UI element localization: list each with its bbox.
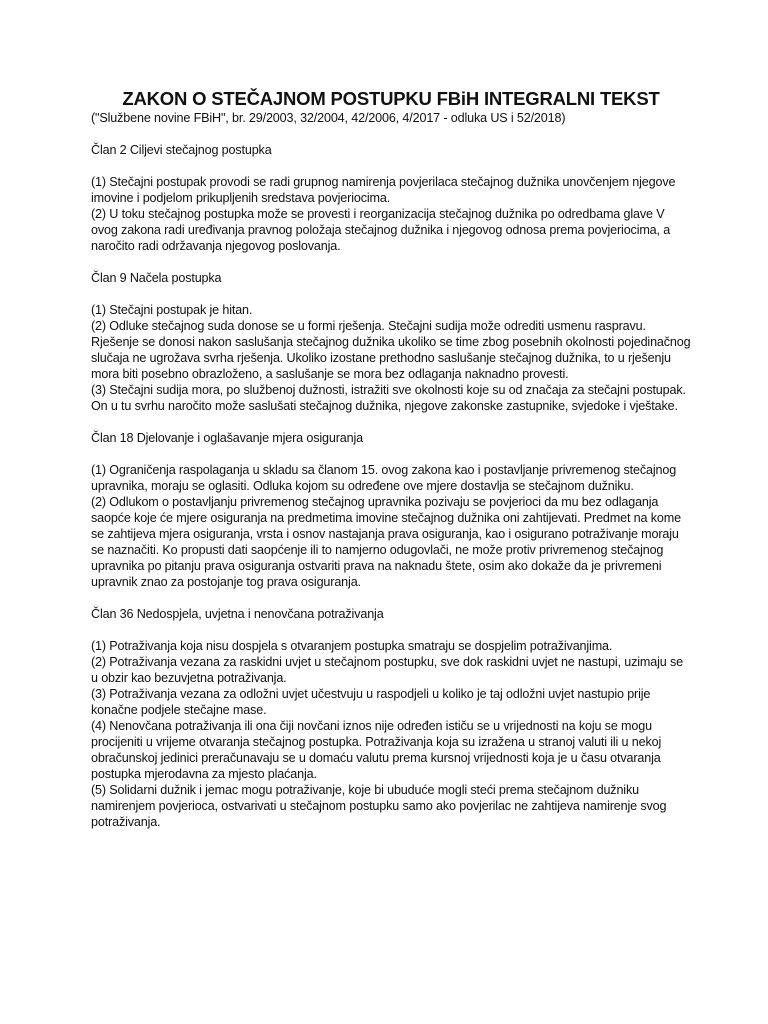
section-heading: Član 36 Nedospjela, uvjetna i nenovčana potraživanja xyxy=(91,607,384,621)
section-clan-2 xyxy=(91,142,691,254)
paragraph: (3) Potraživanja vezana za odložni uvjet učestvuju u raspodjeli u koliko je taj odložni uvjet nastupio prije konačne podjele stečajne mase. xyxy=(91,687,651,717)
section-clan-36 xyxy=(91,606,691,830)
paragraph: (2) Potraživanja vezana za raskidni uvjet u stečajnom postupku, sve dok raskidni uvjet ne nastupi, uzimaju se u obzir kao bezuvjetna potraživanja. xyxy=(91,655,683,685)
paragraph: (1) Stečajni postupak provodi se radi grupnog namirenja povjerilaca stečajnog dužnika unovčenjem njegove imovine i podjelom prikupljenih sredstava povjeriocima. xyxy=(91,175,676,205)
document-title: ZAKON O STEČAJNOM POSTUPKU FBiH INTEGRALNI TEKST xyxy=(122,88,660,109)
paragraph: (5) Solidarni dužnik i jemac mogu potraživanje, koje bi ubuduće mogli steći prema stečajnom dužniku namirenjem povjerioca, ostvarivati u stečajnom postupku samo ako povjerilac ne zahtijeva namirenje svog potraživanja. xyxy=(91,783,667,829)
paragraph: (1) Potraživanja koja nisu dospjela s otvaranjem postupka smatraju se dospjelim potraživanjima. xyxy=(91,639,613,653)
paragraph: (2) Odlukom o postavljanju privremenog stečajnog upravnika pozivaju se povjerioci da mu bez odlaganja saopće koje će mjere osiguranja na predmetima imovine stečajnog dužnika oni zahtijevati. Predmet na kome se zahtijeva mjera osiguranja, vrsta i osnov nastajanja prava osiguranja, kao i osigurano potraživanje moraju se naznačiti. Ko propusti dati saopćenje ili to namjerno odugovlači, ne može protiv privremenog stečajnog upravnika po pitanju prava osiguranja ostvariti prava na naknadu štete, osim ako dokaže da je privremeni upravnik znao za postojanje tog prava osiguranja. xyxy=(91,495,681,589)
paragraph: (2) Odluke stečajnog suda donose se u formi rješenja. Stečajni sudija može odrediti usmenu raspravu. Rješenje se donosi nakon saslušanja stečajnog dužnika ukoliko se time zbog posebnih okolnosti pojedinačnog slučaja ne ugrožava svrha rješenja. Ukoliko izostane prethodno saslušanje stečajnog dužnika, to u rješenju mora biti posebno obrazloženo, a saslušanje se mora bez odlaganja naknadno provesti. xyxy=(91,319,691,381)
document-page xyxy=(91,88,691,846)
section-heading: Član 2 Ciljevi stečajnog postupka xyxy=(91,143,272,157)
section-heading: Član 9 Načela postupka xyxy=(91,271,222,285)
paragraph: (2) U toku stečajnog postupka može se provesti i reorganizacija stečajnog dužnika po odredbama glave V ovog zakona radi uređivanja pravnog položaja stečajnog dužnika i njegovog odnosa prema povjeriocima, a naročito radi održavanja njegovog poslovanja. xyxy=(91,207,671,253)
paragraph: (3) Stečajni sudija mora, po službenoj dužnosti, istražiti sve okolnosti koje su od značaja za stečajni postupak. On u tu svrhu naročito može saslušati stečajnog dužnika, njegove zakonske zastupnike, svjedoke i vještake. xyxy=(91,383,686,413)
paragraph: (4) Nenovčana potraživanja ili ona čiji novčani iznos nije određen ističu se u vrijednosti na koju se mogu procijeniti u vrijeme otvaranja stečajnog postupka. Potraživanja koja su izražena u stranoj valuti ili u nekoj obračunskoj jedinici preračunavaju se u domaću valutu prema kursnoj vrijednosti koja je u času otvaranja postupka mjerodavna za mjesto plaćanja. xyxy=(91,719,662,781)
paragraph: (1) Ograničenja raspolaganja u skladu sa članom 15. ovog zakona kao i postavljanje privremenog stečajnog upravnika, moraju se oglasiti. Odluka kojom su određene ove mjere dostavlja se stečajnom dužniku. xyxy=(91,463,677,493)
section-clan-18 xyxy=(91,430,691,590)
paragraph: (1) Stečajni postupak je hitan. xyxy=(91,303,253,317)
section-heading: Član 18 Djelovanje i oglašavanje mjera osiguranja xyxy=(91,431,363,445)
document-subtitle: ("Službene novine FBiH", br. 29/2003, 32/2004, 42/2006, 4/2017 - odluka US i 52/2018) xyxy=(91,111,566,125)
section-clan-9 xyxy=(91,270,691,414)
